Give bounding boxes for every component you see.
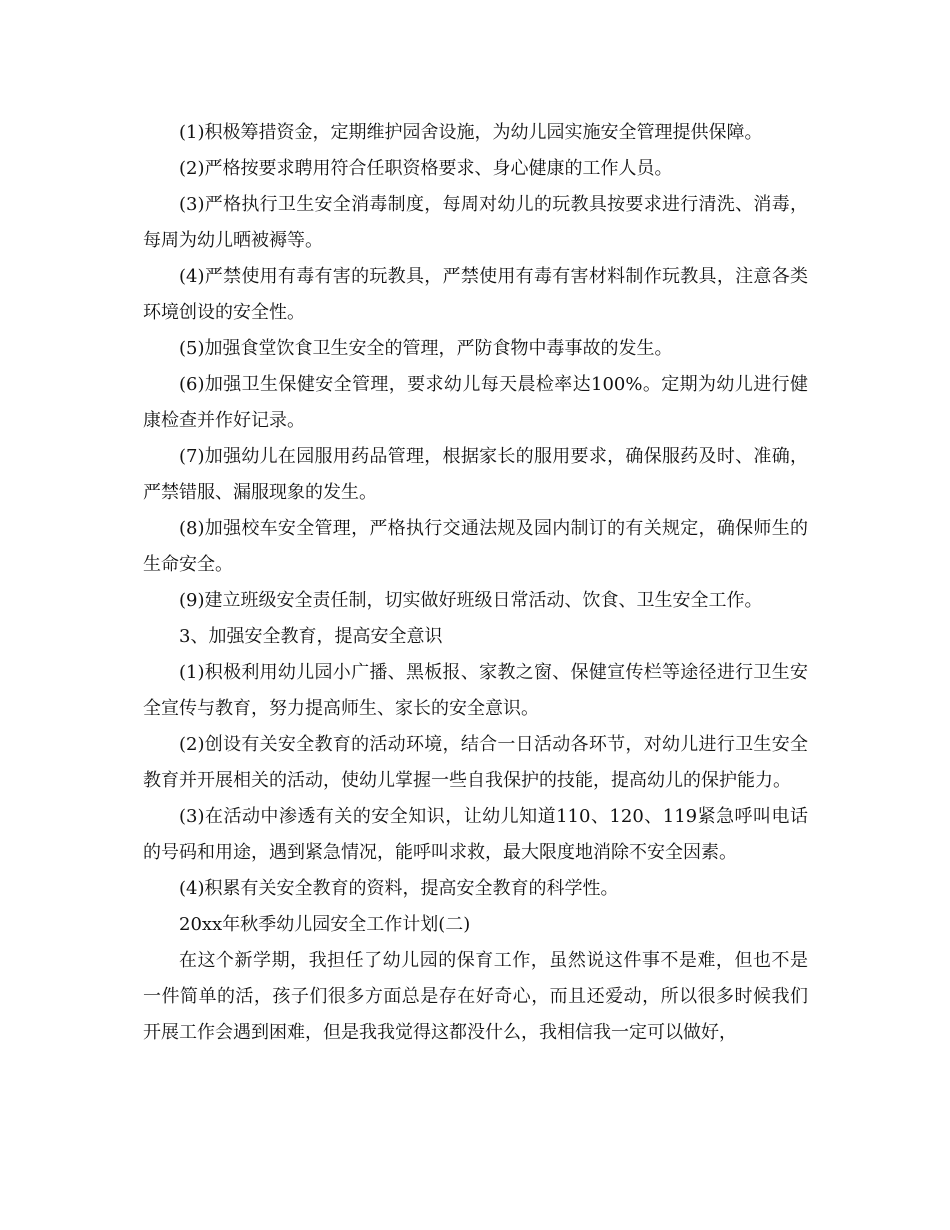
paragraph-3: (3)严格执行卫生安全消毒制度，每周对幼儿的玩教具按要求进行清洗、消毒，每周为幼儿晒被褥等。 — [143, 194, 808, 251]
paragraph-4: (4)严禁使用有毒有害的玩教具，严禁使用有毒有害材料制作玩教具，注意各类环境创设的安全性。 — [143, 266, 808, 323]
paragraph-13: (4)积累有关安全教育的资料，提高安全教育的科学性。 — [179, 878, 619, 899]
paragraph-6: (6)加强卫生保健安全管理，要求幼儿每天晨检率达100%。定期为幼儿进行健康检查并作好记录。 — [143, 374, 808, 431]
paragraph-7: (7)加强幼儿在园服用药品管理，根据家长的服用要求，确保服药及时、准确，严禁错服、漏服现象的发生。 — [143, 446, 808, 503]
paragraph-1: (1)积极筹措资金，定期维护园舍设施，为幼儿园实施安全管理提供保障。 — [179, 122, 763, 143]
document-subtitle: 20xx年秋季幼儿园安全工作计划(二) — [179, 914, 471, 935]
paragraph-10: (1)积极利用幼儿园小广播、黑板报、家教之窗、保健宣传栏等途径进行卫生安全宣传与教育，努力提高师生、家长的安全意识。 — [143, 662, 808, 719]
paragraph-2: (2)严格按要求聘用符合任职资格要求、身心健康的工作人员。 — [179, 158, 673, 179]
document-page — [143, 115, 808, 1051]
paragraph-5: (5)加强食堂饮食卫生安全的管理，严防食物中毒事故的发生。 — [179, 338, 673, 359]
section-heading: 3、加强安全教育，提高安全意识 — [179, 626, 443, 647]
paragraph-8: (8)加强校车安全管理，严格执行交通法规及园内制订的有关规定，确保师生的生命安全。 — [143, 518, 808, 575]
paragraph-12: (3)在活动中渗透有关的安全知识，让幼儿知道110、120、119紧急呼叫电话的号码和用途，遇到紧急情况，能呼叫求救，最大限度地消除不安全因素。 — [143, 806, 808, 863]
paragraph-9: (9)建立班级安全责任制，切实做好班级日常活动、饮食、卫生安全工作。 — [179, 590, 763, 611]
paragraph-11: (2)创设有关安全教育的活动环境，结合一日活动各环节，对幼儿进行卫生安全教育并开展相关的活动，使幼儿掌握一些自我保护的技能，提高幼儿的保护能力。 — [143, 734, 808, 791]
paragraph-14: 在这个新学期，我担任了幼儿园的保育工作，虽然说这件事不是难，但也不是一件简单的活，孩子们很多方面总是存在好奇心，而且还爱动，所以很多时候我们开展工作会遇到困难，但是我我觉得这都没什么，我相信我一定可以做好， — [143, 950, 808, 1043]
